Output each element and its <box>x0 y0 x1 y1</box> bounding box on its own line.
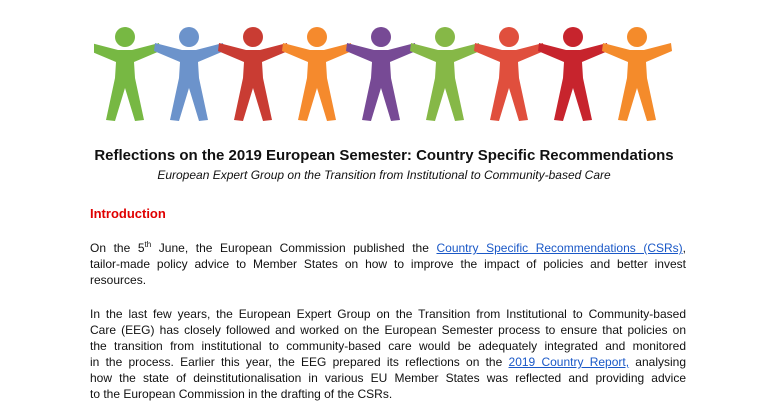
person-figure-icon <box>218 27 288 121</box>
document-subtitle: European Expert Group on the Transition from Institutional to Community-based Care <box>157 168 611 182</box>
paragraph-2-line-1: In the last few years, the European Expert Group on the Transition from Institutional to Community-based <box>90 307 686 321</box>
person-figure-icon <box>346 27 416 121</box>
person-figure-icon <box>410 27 480 121</box>
country-report-link[interactable]: 2019 Country Report, <box>508 355 630 369</box>
paragraph-2-line-6: to the European Commission in the drafting of the CSRs. <box>90 387 393 401</box>
paragraph-1 <box>90 240 686 288</box>
paragraph-1-line-2: tailor-made policy advice to Member States on how to improve the impact of policies and better invest <box>90 257 686 271</box>
person-figure-icon <box>538 27 608 121</box>
paragraph-2-line-2: Care (EEG) has closely followed and worked on the European Semester process to ensure that policies on <box>90 323 686 337</box>
csr-link[interactable]: Country Specific Recommendations (CSRs) <box>436 241 683 255</box>
person-figure-icon <box>282 27 352 121</box>
paragraph-1-line-1: On the 5th June, the European Commission published the Country Specific Recommendations (CSRs), <box>90 240 686 255</box>
person-figure-icon <box>154 27 224 121</box>
document-title: Reflections on the 2019 European Semester: Country Specific Recommendations <box>94 147 674 164</box>
paragraph-2-line-5: how the state of deinstitutionalisation in various EU Member States was reflected and providing advice <box>90 371 686 385</box>
people-chain-banner <box>94 24 682 124</box>
paragraph-2-line-4: in the process. Earlier this year, the EEG prepared its reflections on the 2019 Country Report, analysing <box>90 355 686 369</box>
person-figure-icon <box>474 27 544 121</box>
paragraph-2-line-3: the transition from institutional to community-based care would be adequately integrated and monitored <box>90 339 686 353</box>
person-figure-icon <box>94 27 160 121</box>
section-heading-introduction: Introduction <box>90 206 166 221</box>
paragraph-1-line-3: resources. <box>90 273 147 287</box>
paragraph-2 <box>90 306 686 402</box>
person-figure-icon <box>602 27 672 121</box>
